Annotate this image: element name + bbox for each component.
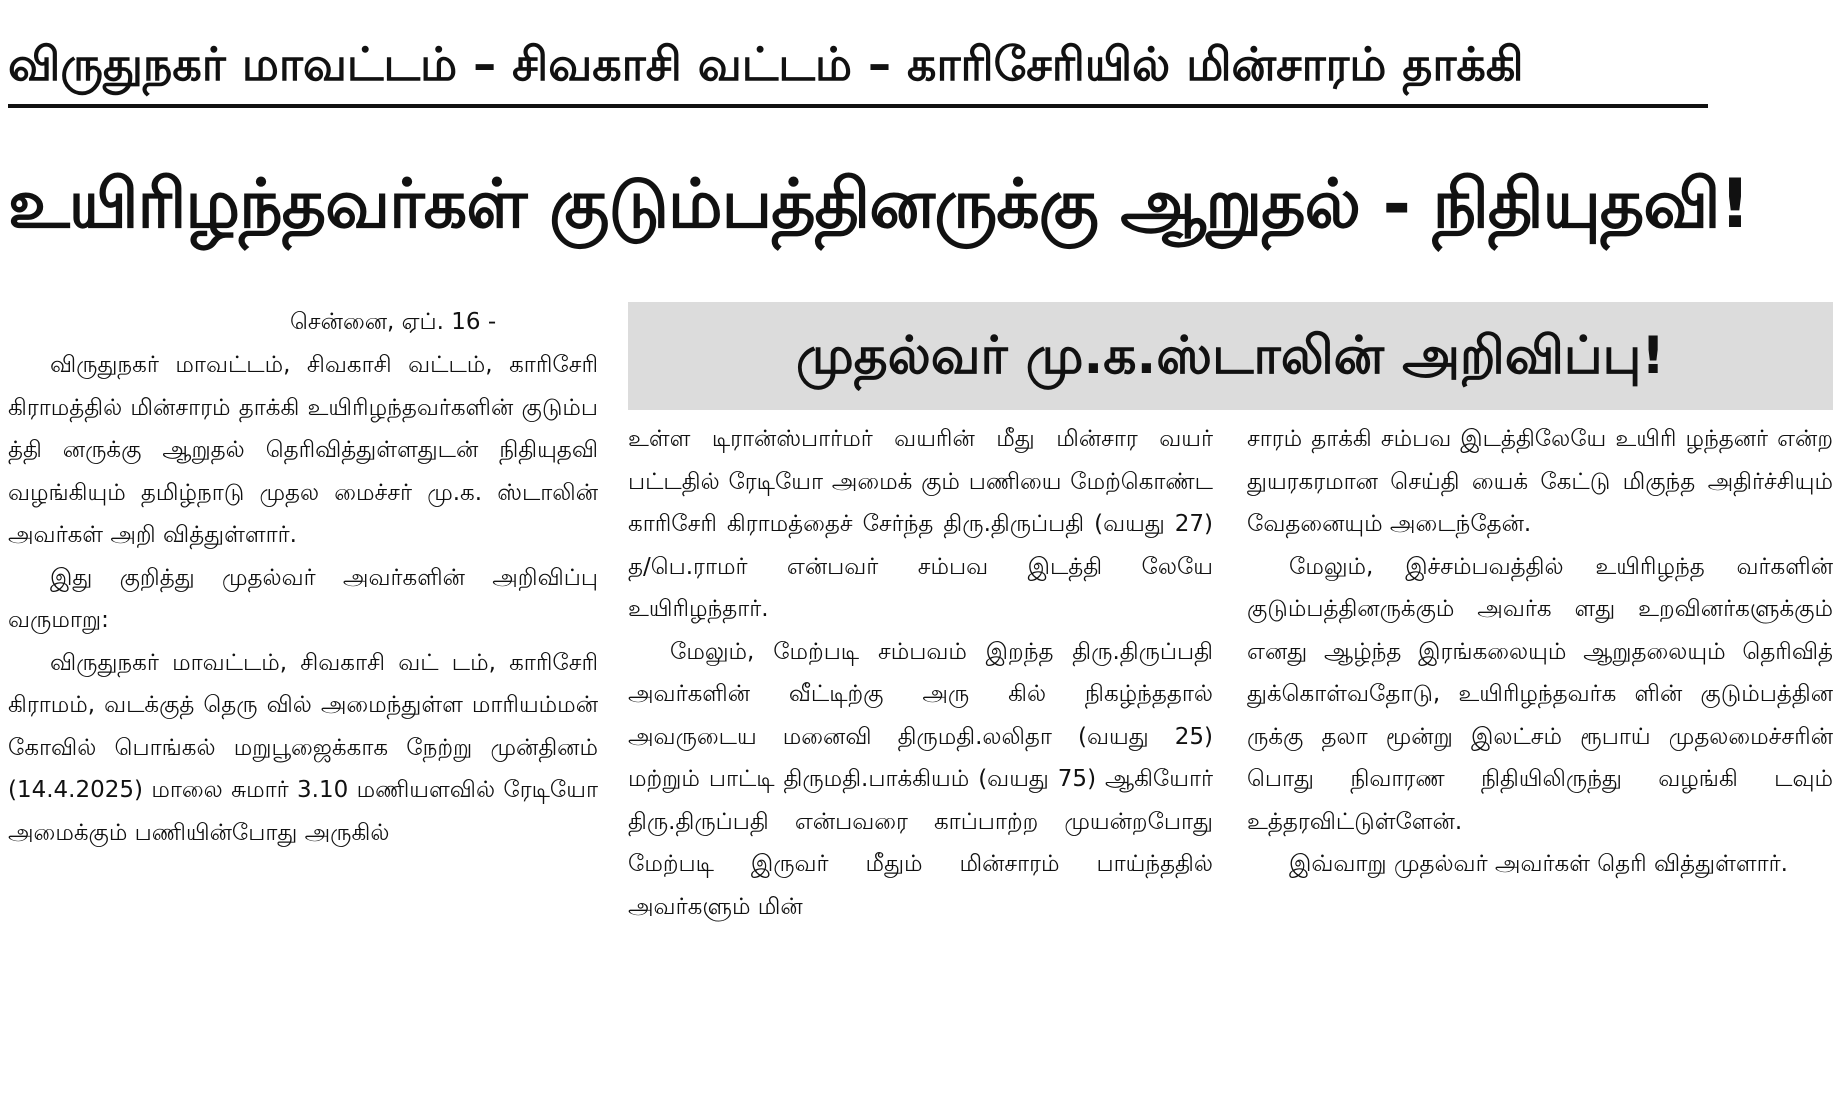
paragraph: சாரம் தாக்கி சம்பவ இடத்திலேயே உயிரி ழந்தனர் என்ற துயரகரமான செய்தி யைக் கேட்டு மிகுந்த அதிர்ச்சியும் வேதனையும் அடைந்தேன்.	[1247, 426, 1833, 537]
paragraph: விருதுநகர் மாவட்டம், சிவகாசி வட் டம், காரிசேரி கிராமம், வடக்குத் தெரு வில் அமைந்துள்ள மாரியம்மன் கோவில் பொங்கல் மறுபூஜைக்காக நேற்று முன்தினம் (14.4.2025) மாலை சுமார் 3.10 மணியளவில் ரேடியோ அமைக்கும் பணியின்போது அருகில்	[8, 649, 598, 846]
dateline: சென்னை, ஏப். 16 -	[290, 309, 497, 335]
paragraph: இவ்வாறு முதல்வர் அவர்கள் தெரி வித்துள்ளார்.	[1289, 851, 1788, 877]
subheading-banner: முதல்வர் மு.க.ஸ்டாலின் அறிவிப்பு!	[628, 302, 1833, 410]
article-column-2	[628, 418, 1213, 1096]
kicker-underline	[8, 104, 1708, 108]
paragraph: மேலும், இச்சம்பவத்தில் உயிரிழந்த வர்களின் குடும்பத்தினருக்கும் அவர்க ளது உறவினர்களுக்கும் எனது ஆழ்ந்த இரங்கலையும் ஆறுதலையும் தெரிவித் துக்கொள்வதோடு, உயிரிழந்தவர்க ளின் குடும்பத்தின ருக்கு தலா மூன்று இலட்சம் ரூபாய் முதலமைச்சரின் பொது நிவாரண நிதியிலிருந்து வழங்கி டவும் உத்தரவிட்டுள்ளேன்.	[1247, 553, 1833, 835]
paragraph: இது குறித்து முதல்வர் அவர்களின் அறிவிப்பு வருமாறு:	[8, 564, 598, 633]
paragraph: விருதுநகர் மாவட்டம், சிவகாசி வட்டம், காரிசேரி கிராமத்தில் மின்சாரம் தாக்கி உயிரிழந்தவர்களின் குடும்ப த்தி னருக்கு ஆறுதல் தெரிவித்துள்ளதுடன் நிதியுதவி வழங்கியும் தமிழ்நாடு முதல மைச்சர் மு.க. ஸ்டாலின் அவர்கள் அறி வித்துள்ளார்.	[8, 352, 598, 548]
main-headline: உயிரிழந்தவர்கள் குடும்பத்தினருக்கு ஆறுதல் - நிதியுதவி!	[8, 165, 1750, 244]
article-column-3	[1247, 418, 1833, 1096]
article-column-1	[8, 344, 598, 1096]
paragraph: மேலும், மேற்படி சம்பவம் இறந்த திரு.திருப்பதி அவர்களின் வீட்டிற்கு அரு கில் நிகழ்ந்ததால் அவருடைய மனைவி திருமதி.லலிதா (வயது 25) மற்றும் பாட்டி திருமதி.பாக்கியம் (வயது 75) ஆகியோர் திரு.திருப்பதி என்பவரை காப்பாற்ற முயன்றபோது மேற்படி இருவர் மீதும் மின்சாரம் பாய்ந்ததில் அவர்களும் மின்	[628, 638, 1213, 920]
kicker-heading: விருதுநகர் மாவட்டம் – சிவகாசி வட்டம் – காரிசேரியில் மின்சாரம் தாக்கி	[8, 37, 1524, 91]
paragraph: உள்ள டிரான்ஸ்பார்மர் வயரின் மீது மின்சார வயர் பட்டதில் ரேடியோ அமைக் கும் பணியை மேற்கொண்ட காரிசேரி கிராமத்தைச் சேர்ந்த திரு.திருப்பதி (வயது 27) த/பெ.ராமர் என்பவர் சம்பவ இடத்தி லேயே உயிரிழந்தார்.	[628, 426, 1213, 622]
